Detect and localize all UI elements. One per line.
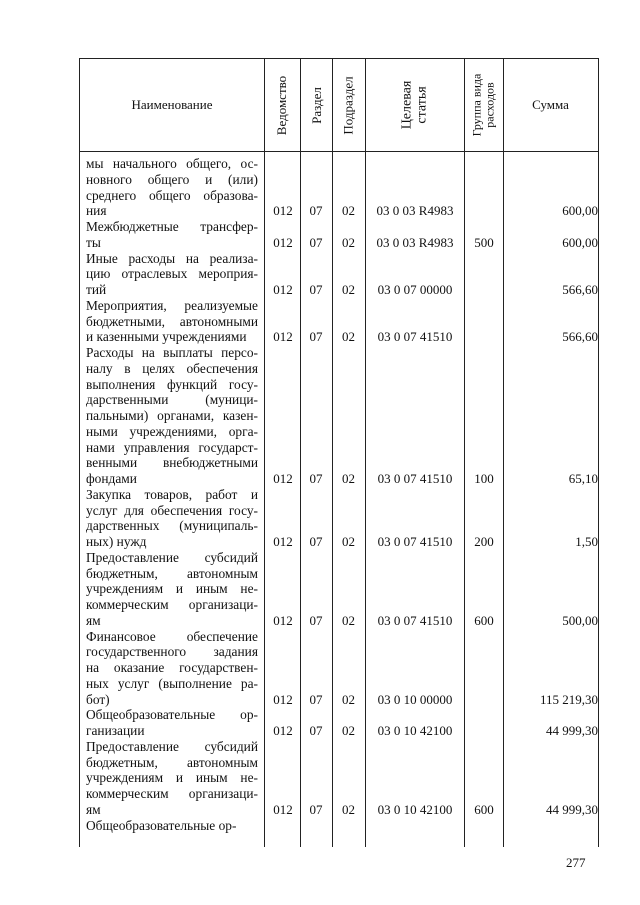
cell-gruppa: 600 — [474, 612, 494, 628]
cell-razdel: 07 — [309, 691, 323, 707]
cell-vedomstvo: 012 — [273, 723, 293, 738]
name-line: ных услуг (выполнение ра- — [86, 675, 258, 691]
cell-vedomstvo: 012 — [273, 234, 293, 250]
cell-razdel: 07 — [309, 203, 323, 219]
cell-celevaya: 03 0 03 R4983 — [376, 234, 454, 250]
name-line: венными внебюджетными — [86, 455, 258, 471]
name-line: Общеобразовательные ор- — [86, 817, 237, 833]
cell-summa: 566,60 — [562, 329, 598, 345]
name-line: бот) — [86, 691, 110, 707]
cell-podrazdel: 02 — [342, 282, 355, 297]
name-line: бюджетным, автономным — [86, 754, 258, 770]
cell-vedomstvo: 012 — [273, 612, 293, 628]
header-gruppa-label — [471, 74, 497, 137]
cell-vedomstvo: 012 — [273, 691, 293, 707]
name-line: дарственных (муниципаль- — [86, 518, 258, 534]
header-celevaya-line2: статья — [414, 86, 430, 124]
name-line: учреждениям и иным не- — [86, 770, 258, 786]
cell-summa: 600,00 — [562, 234, 598, 250]
name-line: ганизации — [86, 723, 145, 738]
cell-celevaya: 03 0 07 41510 — [377, 471, 453, 486]
table-row — [80, 818, 600, 834]
cell-summa: 115 219,30 — [539, 691, 598, 707]
cell-name — [86, 251, 258, 298]
cell-podrazdel: 02 — [342, 723, 355, 738]
cell-podrazdel: 02 — [342, 329, 355, 345]
cell-vedomstvo: 012 — [273, 282, 293, 297]
cell-name — [86, 345, 258, 487]
name-line: Предоставление субсидий — [86, 549, 258, 565]
name-line: ными учреждениями, орга- — [86, 423, 258, 439]
cell-vedomstvo: 012 — [273, 801, 293, 817]
cell-summa: 65,10 — [568, 471, 598, 486]
name-line: дарственными (муници- — [86, 392, 258, 408]
header-vedomstvo — [264, 59, 300, 151]
name-line: коммерческим организаци- — [86, 597, 258, 612]
name-line: Иные расходы на реализа- — [86, 250, 258, 266]
cell-name — [86, 219, 258, 251]
cell-razdel: 07 — [309, 282, 323, 297]
name-line: Расходы на выплаты персо- — [86, 345, 258, 360]
cell-razdel: 07 — [309, 723, 323, 738]
name-line: ты — [86, 234, 101, 250]
cell-razdel: 07 — [309, 534, 323, 549]
table-row — [80, 298, 600, 345]
name-line: пальными) органами, казен- — [86, 408, 258, 423]
cell-podrazdel: 02 — [342, 234, 355, 250]
cell-name — [86, 550, 258, 629]
table-row — [80, 707, 600, 739]
header-razdel-label: Раздел — [308, 86, 324, 124]
header-celevaya-line1: Целевая — [399, 80, 415, 130]
name-line: бюджетным, автономным — [86, 565, 258, 581]
header-summa — [503, 59, 598, 151]
header-vedomstvo-label: Ведомство — [274, 75, 290, 135]
name-line: коммерческим организаци- — [86, 786, 258, 801]
cell-celevaya: 03 0 07 41510 — [377, 612, 453, 628]
name-line: государственного задания — [86, 644, 258, 660]
header-gruppa — [464, 59, 503, 151]
header-name — [80, 59, 264, 151]
header-gruppa-line1: Группа вида — [469, 73, 484, 137]
cell-razdel: 07 — [309, 234, 323, 250]
name-line: среднего общего образова- — [86, 187, 258, 203]
cell-podrazdel: 02 — [342, 471, 355, 486]
name-line: и казенными учреждениями — [86, 329, 247, 345]
cell-name — [86, 629, 258, 708]
name-line: на оказание государствен- — [86, 660, 258, 675]
cell-gruppa: 600 — [474, 801, 494, 817]
cell-celevaya: 03 0 10 42100 — [377, 801, 453, 817]
cell-summa: 500,00 — [562, 612, 598, 628]
header-summa-label: Сумма — [532, 97, 569, 112]
cell-gruppa: 200 — [474, 534, 494, 549]
name-line: услуг для обеспечения госу- — [86, 502, 258, 518]
name-line: Финансовое обеспечение — [86, 628, 258, 644]
name-line: бюджетными, автономными — [86, 313, 258, 329]
name-line: ям — [86, 612, 101, 628]
cell-name — [86, 298, 258, 345]
header-celevaya — [365, 59, 464, 151]
cell-gruppa: 500 — [474, 234, 494, 250]
page-number: 277 — [566, 855, 586, 870]
name-line: Предоставление субсидий — [86, 738, 258, 754]
cell-summa: 44 999,30 — [546, 801, 598, 817]
cell-celevaya: 03 0 07 41510 — [377, 329, 453, 345]
cell-razdel: 07 — [309, 329, 323, 345]
cell-razdel: 07 — [309, 801, 323, 817]
cell-name — [86, 707, 258, 739]
budget-table — [79, 58, 599, 847]
name-line: ния — [86, 203, 107, 219]
cell-celevaya: 03 0 07 41510 — [377, 534, 453, 549]
header-name-label: Наименование — [131, 97, 213, 112]
cell-summa: 44 999,30 — [546, 723, 598, 738]
cell-podrazdel: 02 — [342, 691, 355, 707]
name-line: мы начального общего, ос- — [86, 156, 258, 171]
cell-summa: 600,00 — [562, 203, 598, 219]
cell-celevaya: 03 0 07 00000 — [377, 282, 453, 297]
header-podrazdel — [332, 59, 365, 151]
cell-podrazdel: 02 — [342, 612, 355, 628]
name-line: ям — [86, 801, 101, 817]
name-line: нами управления государст- — [86, 439, 258, 455]
table-row — [80, 739, 600, 818]
cell-podrazdel: 02 — [342, 534, 355, 549]
cell-podrazdel: 02 — [342, 801, 355, 817]
cell-name — [86, 739, 258, 818]
name-line: Общеобразовательные ор- — [86, 707, 258, 723]
table-row — [80, 487, 600, 550]
name-line: новного общего и (или) — [86, 171, 258, 187]
table-row — [80, 219, 600, 251]
header-divider — [80, 151, 598, 152]
name-line: Закупка товаров, работ и — [86, 486, 258, 502]
name-line: учреждениям и иным не- — [86, 581, 258, 597]
header-podrazdel-label: Подраздел — [341, 75, 357, 135]
header-celevaya-label — [399, 81, 429, 130]
cell-vedomstvo: 012 — [273, 329, 293, 345]
cell-celevaya: 03 0 03 R4983 — [376, 203, 454, 219]
name-line: Межбюджетные трансфер- — [86, 219, 258, 234]
header-razdel — [300, 59, 332, 151]
cell-podrazdel: 02 — [342, 203, 355, 219]
cell-vedomstvo: 012 — [273, 534, 293, 549]
name-line: Мероприятия, реализуемые — [86, 297, 258, 313]
header-gruppa-line2: расходов — [482, 82, 497, 128]
table-row — [80, 251, 600, 298]
name-line: налу в целях обеспечения — [86, 360, 258, 376]
name-line: цию отраслевых мероприя- — [86, 266, 258, 282]
name-line: ных) нужд — [86, 534, 147, 549]
cell-name — [86, 818, 258, 834]
cell-celevaya: 03 0 10 42100 — [377, 723, 453, 738]
name-line: выполнения функций госу- — [86, 376, 258, 392]
table-row — [80, 156, 600, 219]
table-row — [80, 629, 600, 708]
cell-razdel: 07 — [309, 471, 323, 486]
cell-vedomstvo: 012 — [273, 203, 293, 219]
cell-vedomstvo: 012 — [273, 471, 293, 486]
name-line: тий — [86, 282, 107, 297]
name-line: фондами — [86, 471, 137, 486]
cell-summa: 566,60 — [562, 282, 598, 297]
table-row — [80, 345, 600, 487]
cell-name — [86, 487, 258, 550]
cell-celevaya: 03 0 10 00000 — [377, 691, 453, 707]
cell-gruppa: 100 — [474, 471, 494, 486]
cell-razdel: 07 — [309, 612, 323, 628]
table-row — [80, 550, 600, 629]
cell-name — [86, 156, 258, 219]
cell-summa: 1,50 — [575, 534, 598, 549]
